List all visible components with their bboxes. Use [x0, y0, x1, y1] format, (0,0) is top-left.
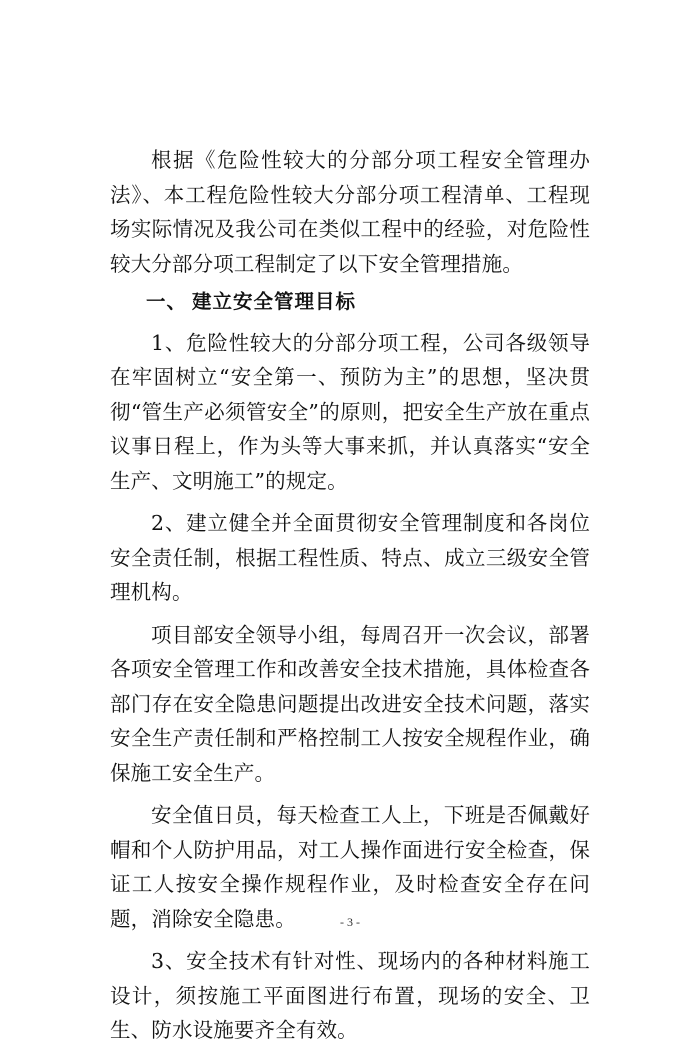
section-heading	[110, 285, 590, 320]
section-heading-title: 建立安全管理目标	[192, 290, 357, 313]
paragraph-3: 项目部安全领导小组，每周召开一次会议，部署各项安全管理工作和改善安全技术措施，具体检查各部门存在安全隐患问题提出改进安全技术问题，落实安全生产责任制和严格控制工人按安全规程作业，确保施工安全生产。	[110, 622, 590, 785]
paragraph-4: 安全值日员，每天检查工人上，下班是否佩戴好帽和个人防护用品，对工人操作面进行安全检查，保证工人按安全操作规程作业，及时检查安全存在问题，消除安全隐患。	[110, 803, 590, 931]
page-number: - 3 -	[340, 915, 360, 929]
paragraph-2: 2、建立健全并全面贯彻安全管理制度和各岗位安全责任制，根据工程性质、特点、成立三级安全管理机构。	[110, 511, 590, 604]
paragraph-intro: 根据《危险性较大的分部分项工程安全管理办法》、本工程危险性较大分部分项工程清单、工程现场实际情况及我公司在类似工程中的经验，对危险性较大分部分项工程制定了以下安全管理措施。	[110, 148, 590, 276]
section-heading-number: 一、	[146, 290, 188, 313]
paragraph-5: 3、安全技术有针对性、现场内的各种材料施工设计，须按施工平面图进行布置，现场的安全、卫生、防水设施要齐全有效。	[110, 949, 590, 1042]
paragraph-1: 1、危险性较大的分部分项工程，公司各级领导在牢固树立“安全第一、预防为主”的思想，坚决贯彻“管生产必须管安全”的原则，把安全生产放在重点议事日程上，作为头等大事来抓，并认真落实“安全生产、文明施工”的规定。	[110, 330, 590, 493]
document-body	[110, 143, 590, 1048]
